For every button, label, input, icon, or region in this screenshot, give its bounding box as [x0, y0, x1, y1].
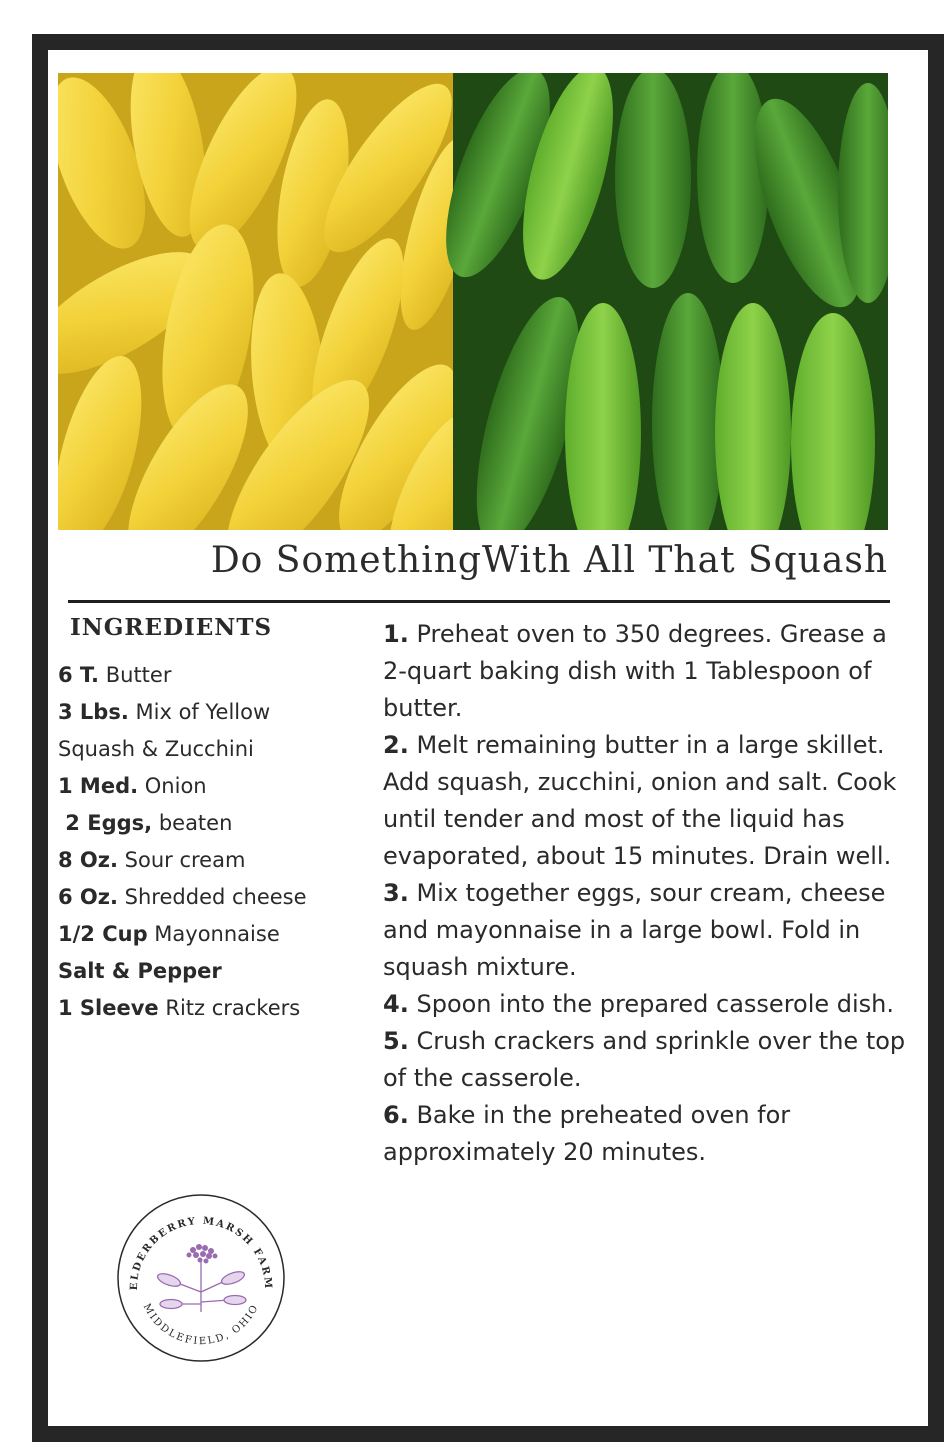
ingredients-heading: INGREDIENTS	[70, 614, 273, 641]
ingredients-list	[58, 657, 358, 1027]
svg-text:MIDDLEFIELD, OHIO: MIDDLEFIELD, OHIO	[140, 1302, 262, 1348]
farm-logo	[115, 1192, 287, 1364]
ingredient-item: 1 Sleeve Ritz crackers	[58, 996, 301, 1020]
ingredient-item: 1 Med. Onion	[58, 774, 207, 798]
svg-text:ELDERBERRY MARSH FARM: ELDERBERRY MARSH FARM	[128, 1215, 274, 1291]
yellow-squash-group	[58, 73, 507, 530]
direction-step: 6. Bake in the preheated oven for approximately 20 minutes.	[383, 1101, 791, 1166]
ingredient-item: 2 Eggs, beaten	[58, 811, 233, 835]
squash-photo	[58, 73, 888, 530]
ingredient-item: 6 T. Butter	[58, 663, 172, 687]
ingredient-item: 1/2 Cup Mayonnaise	[58, 922, 280, 946]
directions-list	[383, 616, 908, 1171]
ingredient-item: 6 Oz. Shredded cheese	[58, 885, 307, 909]
recipe-title: Do SomethingWith All That Squash	[210, 540, 888, 581]
title-divider	[68, 600, 890, 603]
direction-step: 2. Melt remaining butter in a large skillet. Add squash, zucchini, onion and salt. Cook until tender and most of the liquid has evaporated, about 15 minutes. Drain well.	[383, 731, 897, 870]
ingredient-item: 8 Oz. Sour cream	[58, 848, 246, 872]
direction-step: 1. Preheat oven to 350 degrees. Grease a 2-quart baking dish with 1 Tablespoon of butter.	[383, 620, 887, 722]
direction-step: 3. Mix together eggs, sour cream, cheese and mayonnaise in a large bowl. Fold in squash mixture.	[383, 879, 886, 981]
direction-step: 4. Spoon into the prepared casserole dish.	[383, 990, 895, 1018]
ingredient-item: Salt & Pepper	[58, 959, 222, 983]
ingredient-item: 3 Lbs. Mix of Yellow Squash & Zucchini	[58, 700, 271, 761]
direction-step: 5. Crush crackers and sprinkle over the top of the casserole.	[383, 1027, 906, 1092]
